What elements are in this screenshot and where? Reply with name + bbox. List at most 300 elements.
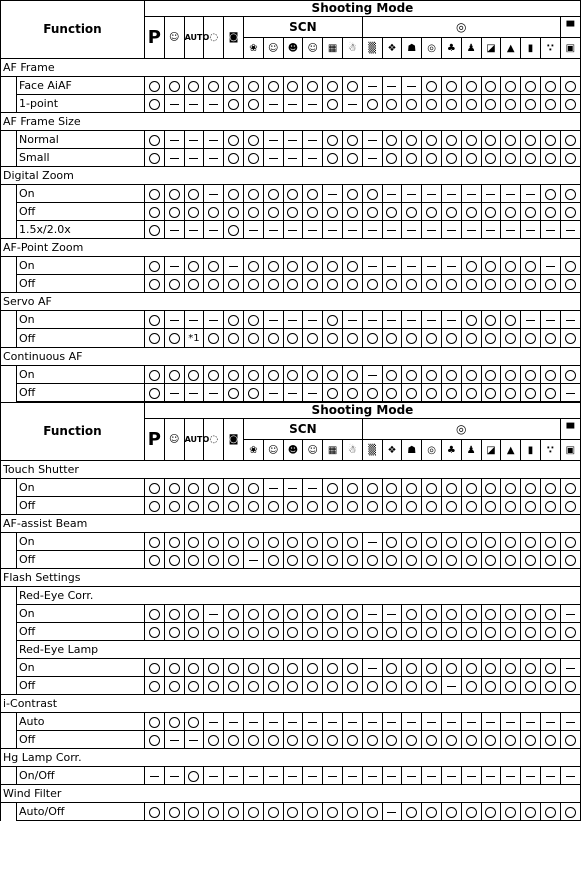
available-mark <box>169 537 180 548</box>
mode-cell <box>243 767 263 785</box>
camera-mode-icon: ◙ <box>224 17 244 59</box>
scn-header: SCN <box>243 419 362 440</box>
mode-cell <box>184 329 204 348</box>
available-mark <box>208 483 219 494</box>
mode-cell <box>521 77 541 95</box>
auto-mode-label: AUTO <box>184 419 204 461</box>
unavailable-mark <box>566 776 575 777</box>
available-mark <box>386 279 397 290</box>
available-mark <box>188 663 199 674</box>
available-mark <box>386 388 397 399</box>
table-row <box>1 329 581 348</box>
shooting-mode-header: Shooting Mode <box>145 403 581 419</box>
mode-cell <box>283 713 303 731</box>
unavailable-mark <box>526 320 535 321</box>
mode-cell <box>481 803 501 821</box>
mode-cell <box>204 497 224 515</box>
available-mark <box>228 388 239 399</box>
unavailable-mark <box>150 776 159 777</box>
mode-cell <box>323 677 343 695</box>
mode-cell <box>422 329 442 348</box>
available-mark <box>169 807 180 818</box>
available-mark <box>545 207 556 218</box>
available-mark <box>466 279 477 290</box>
available-mark <box>406 609 417 620</box>
available-mark <box>248 627 259 638</box>
mode-cell <box>184 623 204 641</box>
unavailable-mark <box>486 194 495 195</box>
unavailable-mark <box>447 320 456 321</box>
mode-cell <box>521 185 541 203</box>
mode-cell <box>402 257 422 275</box>
available-mark <box>248 189 259 200</box>
mode-cell <box>323 731 343 749</box>
mode-cell <box>204 533 224 551</box>
available-mark <box>426 807 437 818</box>
unavailable-mark <box>566 614 575 615</box>
mode-cell <box>145 533 165 551</box>
option-label: On <box>17 366 145 384</box>
available-mark <box>505 333 516 344</box>
available-mark <box>307 261 318 272</box>
mode-cell <box>362 659 382 677</box>
available-mark <box>228 483 239 494</box>
available-mark <box>406 501 417 512</box>
available-mark <box>248 537 259 548</box>
available-mark <box>347 81 358 92</box>
available-mark <box>327 261 338 272</box>
mode-cell <box>422 95 442 113</box>
mode-cell <box>560 384 580 402</box>
mode-cell <box>342 77 362 95</box>
scene-mode-icon: ▒ <box>362 38 382 59</box>
unavailable-mark <box>269 158 278 159</box>
scene-mode-icon: ◎ <box>422 38 442 59</box>
mode-cell <box>263 203 283 221</box>
mode-cell <box>501 131 521 149</box>
mode-cell <box>204 713 224 731</box>
mode-cell <box>441 479 461 497</box>
mode-cell <box>560 479 580 497</box>
table-row <box>1 731 581 749</box>
mode-cell <box>481 77 501 95</box>
available-mark <box>169 370 180 381</box>
mode-cell <box>323 95 343 113</box>
scene-mode-icon: ☗ <box>402 440 422 461</box>
option-label: Off <box>17 275 145 293</box>
available-mark <box>268 555 279 566</box>
mode-cell <box>303 803 323 821</box>
mode-cell <box>441 731 461 749</box>
unavailable-mark <box>427 266 436 267</box>
mode-cell <box>224 497 244 515</box>
mode-cell <box>481 479 501 497</box>
available-mark <box>446 555 457 566</box>
available-mark <box>248 315 259 326</box>
unavailable-mark <box>189 104 198 105</box>
mode-cell <box>145 77 165 95</box>
program-mode-label: P <box>145 17 165 59</box>
available-mark <box>327 537 338 548</box>
mode-cell <box>501 551 521 569</box>
available-mark <box>149 370 160 381</box>
available-mark <box>208 627 219 638</box>
mode-cell <box>184 605 204 623</box>
available-mark <box>268 627 279 638</box>
mode-cell <box>540 203 560 221</box>
mode-cell <box>164 713 184 731</box>
mode-cell <box>204 623 224 641</box>
mode-cell <box>501 384 521 402</box>
unavailable-mark <box>308 320 317 321</box>
mode-cell <box>224 479 244 497</box>
available-mark <box>545 99 556 110</box>
available-mark <box>327 681 338 692</box>
available-mark <box>228 537 239 548</box>
available-mark <box>426 555 437 566</box>
available-mark <box>327 333 338 344</box>
available-mark <box>466 663 477 674</box>
mode-cell <box>540 731 560 749</box>
mode-cell <box>461 497 481 515</box>
available-mark <box>406 279 417 290</box>
mode-cell <box>402 677 422 695</box>
mode-cell <box>441 767 461 785</box>
mode-cell <box>362 479 382 497</box>
available-mark <box>149 483 160 494</box>
unavailable-mark <box>229 776 238 777</box>
mode-cell <box>481 95 501 113</box>
available-mark <box>426 81 437 92</box>
unavailable-mark <box>486 776 495 777</box>
available-mark <box>307 537 318 548</box>
available-mark <box>386 537 397 548</box>
mode-cell <box>342 257 362 275</box>
indent-cell <box>1 497 17 515</box>
indent-cell <box>1 257 17 275</box>
available-mark <box>466 807 477 818</box>
mode-cell <box>481 731 501 749</box>
mode-cell <box>441 605 461 623</box>
mode-cell <box>243 551 263 569</box>
mode-cell <box>560 551 580 569</box>
mode-cell <box>342 479 362 497</box>
section-title: i-Contrast <box>1 695 581 713</box>
available-mark <box>228 81 239 92</box>
mode-cell <box>342 677 362 695</box>
mode-cell <box>362 149 382 167</box>
mode-cell <box>402 731 422 749</box>
available-mark <box>327 81 338 92</box>
unavailable-mark <box>170 158 179 159</box>
available-mark <box>525 555 536 566</box>
mode-cell <box>362 311 382 329</box>
mode-cell <box>521 275 541 293</box>
unavailable-mark <box>387 722 396 723</box>
available-mark <box>386 735 397 746</box>
available-mark <box>188 501 199 512</box>
mode-cell <box>501 713 521 731</box>
available-mark <box>347 279 358 290</box>
mode-cell <box>422 131 442 149</box>
mode-cell <box>283 497 303 515</box>
mode-cell <box>402 149 422 167</box>
mode-cell <box>224 713 244 731</box>
mode-cell <box>164 479 184 497</box>
available-mark <box>446 627 457 638</box>
mode-cell <box>461 731 481 749</box>
unavailable-mark <box>387 320 396 321</box>
mode-cell <box>362 605 382 623</box>
available-mark <box>565 279 576 290</box>
mode-cell <box>184 77 204 95</box>
available-mark <box>287 555 298 566</box>
available-mark <box>446 81 457 92</box>
scene-mode-icon: ☺ <box>303 38 323 59</box>
indent-cell <box>1 767 17 785</box>
mode-cell <box>263 533 283 551</box>
unavailable-mark <box>269 230 278 231</box>
mode-cell <box>521 731 541 749</box>
mode-cell <box>323 713 343 731</box>
available-mark <box>565 261 576 272</box>
available-mark <box>268 735 279 746</box>
unavailable-mark <box>486 722 495 723</box>
mode-cell <box>342 803 362 821</box>
available-mark <box>248 501 259 512</box>
scene-mode-icon: ∵ <box>540 440 560 461</box>
available-mark <box>505 370 516 381</box>
mode-cell <box>323 149 343 167</box>
mode-cell <box>204 221 224 239</box>
available-mark <box>307 501 318 512</box>
mode-cell <box>323 203 343 221</box>
available-mark <box>525 99 536 110</box>
mode-cell <box>481 257 501 275</box>
scene-mode-icon: ▮ <box>521 38 541 59</box>
mode-cell <box>461 533 481 551</box>
mode-cell <box>402 221 422 239</box>
available-mark <box>228 627 239 638</box>
available-mark <box>287 609 298 620</box>
mode-cell <box>422 77 442 95</box>
table-row <box>1 257 581 275</box>
available-mark <box>446 663 457 674</box>
unavailable-mark <box>269 488 278 489</box>
mode-cell <box>323 767 343 785</box>
mode-cell <box>402 77 422 95</box>
mode-cell <box>164 659 184 677</box>
section-row <box>1 569 581 587</box>
section-title: Flash Settings <box>1 569 581 587</box>
option-label: On <box>17 185 145 203</box>
mode-cell <box>461 95 481 113</box>
available-mark <box>188 681 199 692</box>
available-mark <box>149 279 160 290</box>
available-mark <box>466 153 477 164</box>
mode-cell <box>521 623 541 641</box>
unavailable-mark <box>427 320 436 321</box>
available-mark <box>545 537 556 548</box>
mode-cell <box>481 605 501 623</box>
mode-cell <box>184 677 204 695</box>
available-mark <box>169 609 180 620</box>
section-title: AF Frame Size <box>1 113 581 131</box>
mode-cell <box>560 221 580 239</box>
available-mark <box>446 388 457 399</box>
mode-cell <box>323 185 343 203</box>
mode-cell <box>303 659 323 677</box>
mode-cell <box>501 533 521 551</box>
available-mark <box>505 555 516 566</box>
mode-cell <box>145 185 165 203</box>
mode-cell <box>382 257 402 275</box>
available-mark <box>386 370 397 381</box>
movie-sub-icon: ▣ <box>560 440 580 461</box>
mode-cell <box>540 803 560 821</box>
available-mark <box>426 207 437 218</box>
available-mark <box>248 99 259 110</box>
mode-cell <box>145 131 165 149</box>
mode-cell <box>382 497 402 515</box>
unavailable-mark <box>566 722 575 723</box>
mode-cell <box>402 329 422 348</box>
mode-cell <box>540 623 560 641</box>
available-mark <box>545 81 556 92</box>
mode-cell <box>145 275 165 293</box>
unavailable-mark <box>526 194 535 195</box>
mode-cell <box>263 185 283 203</box>
available-mark <box>466 315 477 326</box>
mode-cell <box>540 767 560 785</box>
available-mark <box>149 681 160 692</box>
unavailable-mark <box>387 194 396 195</box>
unavailable-mark <box>269 722 278 723</box>
mode-cell <box>481 767 501 785</box>
mode-cell <box>204 479 224 497</box>
mode-cell <box>145 203 165 221</box>
unavailable-mark <box>170 393 179 394</box>
available-mark <box>446 99 457 110</box>
mode-cell <box>204 731 224 749</box>
unavailable-mark <box>348 320 357 321</box>
indent-cell <box>1 659 17 677</box>
mode-cell <box>263 329 283 348</box>
mode-cell <box>540 497 560 515</box>
available-mark <box>485 807 496 818</box>
mode-cell <box>402 479 422 497</box>
scene-mode-icon: ❖ <box>382 440 402 461</box>
mode-cell <box>481 384 501 402</box>
available-mark <box>169 627 180 638</box>
available-mark <box>525 153 536 164</box>
unavailable-mark <box>467 722 476 723</box>
available-mark <box>367 333 378 344</box>
mode-cell <box>164 497 184 515</box>
mode-cell <box>204 551 224 569</box>
mode-cell <box>204 659 224 677</box>
mode-cell <box>145 731 165 749</box>
available-mark <box>347 609 358 620</box>
mode-cell <box>521 713 541 731</box>
auto-face-mode-icon: ☺ <box>164 17 184 59</box>
mode-cell <box>342 623 362 641</box>
mode-cell <box>382 221 402 239</box>
mode-cell <box>521 311 541 329</box>
available-mark <box>446 483 457 494</box>
mode-cell <box>382 77 402 95</box>
mode-cell <box>243 605 263 623</box>
mode-cell <box>243 221 263 239</box>
mode-cell <box>402 203 422 221</box>
mode-cell <box>461 623 481 641</box>
mode-cell <box>164 329 184 348</box>
mode-cell <box>323 659 343 677</box>
mode-cell <box>560 677 580 695</box>
mode-cell <box>303 257 323 275</box>
mode-cell <box>382 311 402 329</box>
mode-cell <box>243 149 263 167</box>
unavailable-mark <box>368 542 377 543</box>
mode-cell <box>362 713 382 731</box>
mode-cell <box>402 497 422 515</box>
mode-cell <box>441 275 461 293</box>
mode-cell <box>362 221 382 239</box>
section-row <box>1 167 581 185</box>
table-row <box>1 131 581 149</box>
mode-cell <box>204 149 224 167</box>
mode-cell <box>342 185 362 203</box>
unavailable-mark <box>368 722 377 723</box>
available-mark <box>545 681 556 692</box>
available-mark <box>188 717 199 728</box>
unavailable-mark <box>427 776 436 777</box>
available-mark <box>485 609 496 620</box>
available-mark <box>169 207 180 218</box>
mode-cell <box>560 131 580 149</box>
mode-cell <box>481 203 501 221</box>
mode-cell <box>362 131 382 149</box>
unavailable-mark <box>328 776 337 777</box>
available-mark <box>525 735 536 746</box>
available-mark <box>505 537 516 548</box>
mode-cell <box>501 623 521 641</box>
mode-cell <box>521 677 541 695</box>
mode-cell <box>382 605 402 623</box>
mode-cell <box>263 275 283 293</box>
scene-mode-icon: ♟ <box>461 440 481 461</box>
available-mark <box>268 81 279 92</box>
scene-mode-icon: ▦ <box>323 440 343 461</box>
mode-cell <box>184 275 204 293</box>
available-mark <box>406 153 417 164</box>
available-mark <box>406 537 417 548</box>
mode-cell <box>184 366 204 384</box>
available-mark <box>545 555 556 566</box>
available-mark <box>505 81 516 92</box>
header-row-1 <box>1 403 581 419</box>
mode-cell <box>481 149 501 167</box>
available-mark <box>485 207 496 218</box>
available-mark <box>386 207 397 218</box>
mode-cell <box>501 95 521 113</box>
available-mark <box>268 207 279 218</box>
available-mark <box>525 207 536 218</box>
available-mark <box>169 663 180 674</box>
available-mark <box>287 735 298 746</box>
available-mark <box>545 333 556 344</box>
unavailable-mark <box>209 776 218 777</box>
